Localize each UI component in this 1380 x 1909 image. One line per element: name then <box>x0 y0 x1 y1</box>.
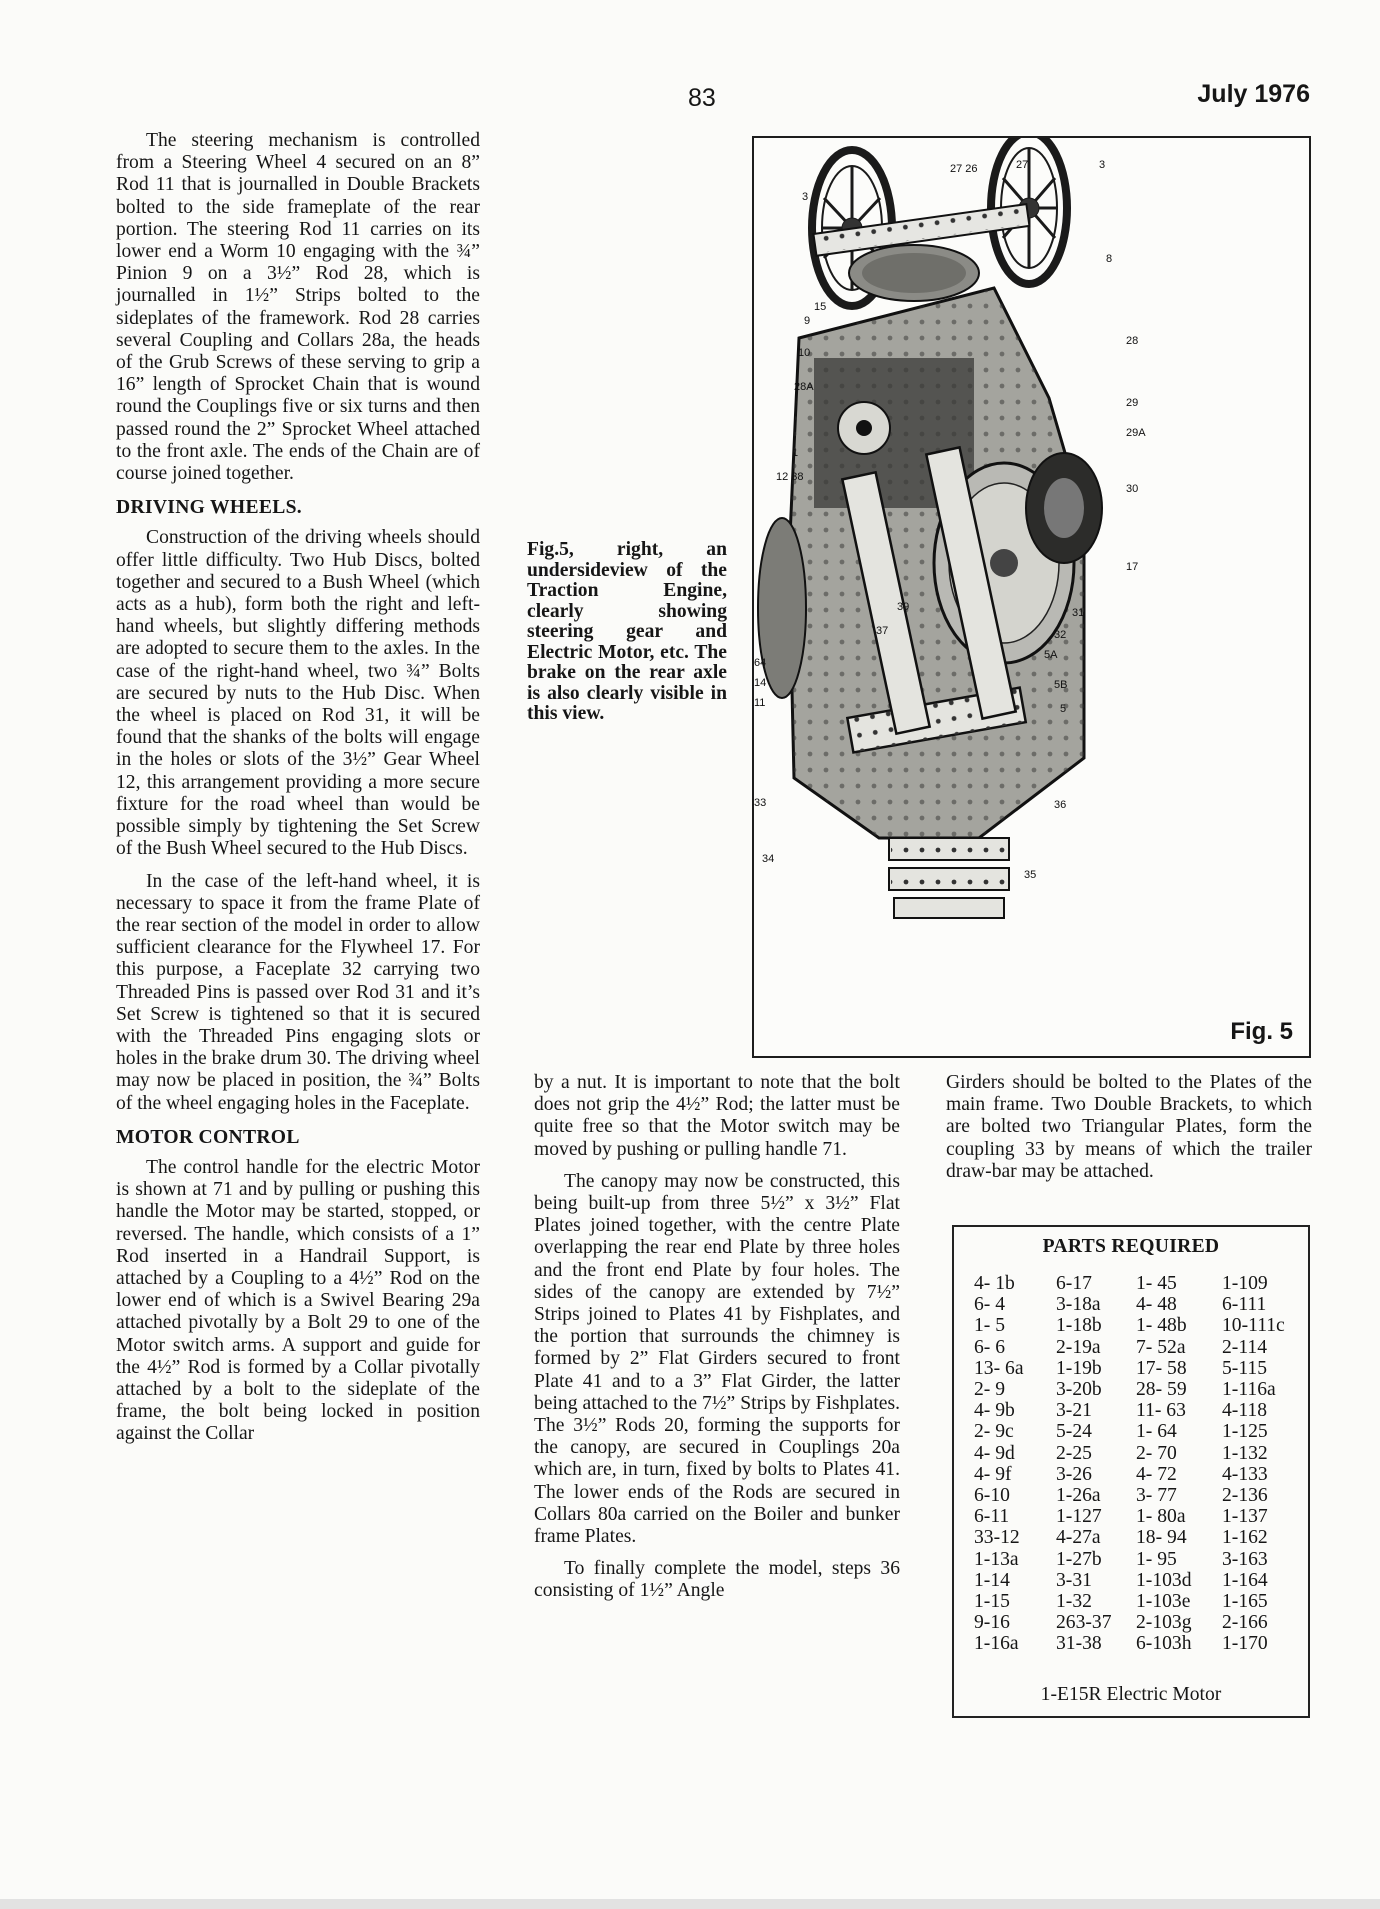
parts-cell: 1-162 <box>1222 1527 1268 1549</box>
parts-cell: 3-18a <box>1056 1294 1101 1316</box>
parts-cell: 1-165 <box>1222 1591 1268 1613</box>
parts-cell: 3-21 <box>1056 1400 1092 1422</box>
parts-cell: 1- 45 <box>1136 1273 1177 1294</box>
parts-cell: 1-16a <box>974 1633 1019 1655</box>
parts-cell: 2- 9c <box>974 1421 1014 1443</box>
callout-label: 8 <box>1106 253 1113 265</box>
parts-cell: 1-32 <box>1056 1591 1092 1613</box>
parts-cell: 17- 58 <box>1136 1357 1187 1379</box>
paragraph: by a nut. It is important to note that the bolt does not grip the 4½” Rod; the latter must be quite free so that the Motor switch may be moved by pushing or pulling handle 71. <box>534 1072 900 1160</box>
parts-cell: 1- 5 <box>974 1315 1006 1337</box>
parts-cell: 4- 9d <box>974 1442 1015 1464</box>
parts-cell: 9-16 <box>974 1612 1010 1634</box>
paragraph: Construction of the driving wheels should offer little difficulty. Two Hub Discs, bolted together and secured to a Bush Wheel (which acts as a hub), form both the right and left-hand wheels, but slightly differing methods are adopted to secure them to the axles. In the case of the right-hand wheel, two ¾” Bolts are secured by nuts to the Hub Disc. When the wheel is placed on Rod 31, it will be found that the shanks of the bolts will engage in the holes or slots of the 3½” Gear Wheel 12, this arrangement providing a more secure fixture for the road wheel than would be possible simply by tightening the Set Screw of the Bush Wheel secured to the Hub Discs. <box>116 527 480 860</box>
paragraph: The control handle for the electric Motor is shown at 71 and by pulling or pushing this handle the Motor may be started, stopped, or reversed. The handle, which consists of a 1” Rod inserted in a Handrail Support, is attached by a Coupling to a 4½” Rod on the lower end of which is a Swivel Bearing 29a attached pivotally by a Bolt 29 to one of the Motor switch arms. A support and guide for the 4½” Rod is formed by a Collar pivotally attached by a bolt to the sideplate of the frame, the bolt being locked in position against the Collar <box>116 1156 480 1445</box>
callout-label: 14 <box>754 677 767 689</box>
parts-cell: 6-111 <box>1222 1294 1267 1316</box>
callout-label: 5 <box>1060 703 1067 715</box>
parts-cell: 2-103g <box>1136 1612 1192 1634</box>
parts-cell: 1- 48b <box>1136 1315 1187 1337</box>
parts-cell: 1-132 <box>1222 1442 1268 1464</box>
parts-cell: 5-115 <box>1222 1357 1267 1379</box>
parts-cell: 6-17 <box>1056 1273 1092 1294</box>
paragraph: The canopy may now be constructed, this being built-up from three 5½” x 3½” Flat Plates joined together, with the centre Plate overlapping the rear end Plate by three holes and the front end Plate by four holes. The sides of the canopy are extended by 7½” Strips joined to Plates 41 by Fishplates, and the portion that surrounds the chimney is formed by 2” Flat Girders secured to front Plate 41 and to a 3” Flat Girder, the latter being attached to the 7½” Strips by Fishplates. The 3½” Rods 20, forming the supports for the canopy, are secured in Couplings 20a which are, in turn, fixed by bolts to Plates 41. The lower ends of the Rods are secured in Collars 80a carried on the Boiler and bunker frame Plates. <box>534 1170 900 1548</box>
callout-label: 12 38 <box>776 471 804 483</box>
parts-cell: 1-26a <box>1056 1485 1101 1507</box>
page-bottom-edge <box>0 1899 1380 1909</box>
parts-cell: 6- 4 <box>974 1294 1006 1316</box>
parts-cell: 4-133 <box>1222 1463 1268 1485</box>
parts-cell: 1-137 <box>1222 1506 1268 1528</box>
page-number: 83 <box>688 84 716 112</box>
issue-date: July 1976 <box>1197 80 1310 108</box>
parts-cell: 1-164 <box>1222 1569 1268 1591</box>
callout-label: 9 <box>804 315 811 327</box>
parts-cell: 1- 95 <box>1136 1548 1177 1570</box>
parts-cell: 1-13a <box>974 1548 1019 1570</box>
parts-cell: 1-19b <box>1056 1357 1102 1379</box>
parts-cell: 1-109 <box>1222 1273 1268 1294</box>
parts-required-table <box>952 1225 1310 1718</box>
parts-cell: 4- 9b <box>974 1400 1015 1422</box>
parts-cell: 28- 59 <box>1136 1379 1187 1401</box>
parts-cell: 1-15 <box>974 1591 1010 1613</box>
parts-cell: 4- 48 <box>1136 1294 1177 1316</box>
callout-label: 31 <box>1072 607 1085 619</box>
parts-cell: 2- 70 <box>1136 1442 1177 1464</box>
parts-cell: 2-25 <box>1056 1442 1092 1464</box>
figure-5-illustration <box>752 136 1311 1058</box>
parts-cell: 1- 80a <box>1136 1506 1186 1528</box>
parts-cell: 4-118 <box>1222 1400 1267 1422</box>
callout-label: 15 <box>814 301 827 313</box>
parts-cell: 7- 52a <box>1136 1336 1186 1358</box>
callout-label: 37 <box>876 625 889 637</box>
parts-table-footer: 1-E15R Electric Motor <box>1040 1684 1222 1705</box>
parts-cell: 11- 63 <box>1136 1400 1186 1422</box>
section-heading-driving-wheels: DRIVING WHEELS. <box>116 497 302 519</box>
callout-label: 11 <box>754 697 766 709</box>
parts-cell: 3-31 <box>1056 1569 1092 1591</box>
parts-cell: 10-111c <box>1222 1315 1285 1337</box>
callout-label: 5A <box>1044 649 1058 661</box>
parts-cell: 18- 94 <box>1136 1527 1187 1549</box>
callout-label: 5B <box>1054 679 1068 691</box>
callout-label: 30 <box>1126 483 1139 495</box>
paragraph: In the case of the left-hand wheel, it is necessary to space it from the frame Plate of the rear section of the model in order to allow sufficient clearance for the Flywheel 17. For this purpose, a Faceplate 32 carrying two Threaded Pins is passed over Rod 31 and it’s Set Screw is tightened so that it is secured with the Threaded Pins engaging slots or holes in the brake drum 30. The driving wheel may now be placed in position, the ¾” Bolts of the wheel engaging holes in the Faceplate. <box>116 870 480 1114</box>
callout-label: 1 <box>792 447 799 459</box>
traction-engine-underside-drawing <box>754 138 1309 1056</box>
parts-cell: 1-103d <box>1136 1569 1192 1591</box>
parts-cell: 6-103h <box>1136 1633 1192 1655</box>
parts-cell: 4- 9f <box>974 1463 1012 1485</box>
parts-cell: 4- 72 <box>1136 1463 1177 1485</box>
parts-cell: 1-170 <box>1222 1633 1268 1655</box>
parts-cell: 4-27a <box>1056 1527 1101 1549</box>
callout-label: 36 <box>1054 799 1067 811</box>
parts-cell: 1-27b <box>1056 1548 1102 1570</box>
parts-cell: 1- 64 <box>1136 1421 1177 1443</box>
callout-label: 27 26 <box>950 163 978 175</box>
parts-cell: 6- 6 <box>974 1336 1006 1358</box>
callout-label: 10 <box>798 347 811 359</box>
parts-cell: 1-125 <box>1222 1421 1268 1443</box>
parts-cell: 1-116a <box>1222 1379 1276 1401</box>
callout-label: 33 <box>754 797 767 809</box>
paragraph: To finally complete the model, steps 36 consisting of 1½” Angle <box>534 1558 900 1602</box>
parts-cell: 1-103e <box>1136 1591 1191 1613</box>
parts-grid <box>974 1273 1298 1655</box>
parts-cell: 2-166 <box>1222 1612 1268 1634</box>
parts-cell: 3-20b <box>1056 1379 1102 1401</box>
callout-label: 29 <box>1126 397 1139 409</box>
parts-cell: 3-163 <box>1222 1548 1268 1570</box>
figure-caption: Fig.5, right, an undersideview of the Traction Engine, clearly showing steering gear and Electric Motor, etc. The brake on the rear axle is also clearly visible in this view. <box>527 539 727 724</box>
parts-cell: 2- 9 <box>974 1379 1006 1401</box>
callout-label: 3 <box>1099 159 1106 171</box>
callout-label: 35 <box>1024 869 1037 881</box>
article-column-3 <box>946 1072 1312 1193</box>
paragraph: Girders should be bolted to the Plates of the main frame. Two Double Brackets, to which are bolted two Triangular Plates, form the coupling 33 by means of which the trailer draw-bar may be attached. <box>946 1072 1312 1182</box>
parts-cell: 1-14 <box>974 1569 1010 1591</box>
article-column-2 <box>534 1072 900 1613</box>
parts-cell: 13- 6a <box>974 1357 1024 1379</box>
parts-cell: 2-19a <box>1056 1336 1101 1358</box>
parts-cell: 33-12 <box>974 1527 1020 1549</box>
callout-label: 32 <box>1054 629 1067 641</box>
parts-cell: 263-37 <box>1056 1612 1112 1634</box>
parts-cell: 2-114 <box>1222 1336 1267 1358</box>
parts-cell: 4- 1b <box>974 1273 1015 1294</box>
callout-label: 3 <box>802 191 809 203</box>
parts-table-title: PARTS REQUIRED <box>1042 1236 1220 1257</box>
paragraph: The steering mechanism is controlled from a Steering Wheel 4 secured on an 8” Rod 11 that is journalled in Double Brackets bolted to the side frameplate of the rear portion. The steering Rod 11 carries on its lower end a Worm 10 engaging with the ¾” Pinion 9 on a 3½” Rod 28, which is journalled in 1½” Strips bolted to the sideplates of the framework. Rod 28 carries several Coupling and Collars 28a, the heads of the Grub Screws of these serving to grip a 16” length of Sprocket Chain that is wound round the Couplings five or six turns and then passed round the 2” Sprocket Wheel attached to the front axle. The ends of the Chain are of course joined together. <box>116 130 480 485</box>
parts-cell: 2-136 <box>1222 1485 1268 1507</box>
parts-cell: 31-38 <box>1056 1633 1102 1655</box>
parts-cell: 6-11 <box>974 1506 1010 1528</box>
figure-label: Fig. 5 <box>1230 1018 1293 1045</box>
article-column-1 <box>116 130 480 1456</box>
parts-cell: 3-26 <box>1056 1463 1092 1485</box>
parts-cell: 1-18b <box>1056 1315 1102 1337</box>
callout-label: 27 <box>1016 159 1029 171</box>
callout-label: 34 <box>762 853 775 865</box>
callout-label: 28 <box>1126 335 1139 347</box>
callout-label: 64 <box>754 657 767 669</box>
callout-label: 28A <box>794 381 814 393</box>
parts-cell: 3- 77 <box>1136 1485 1177 1507</box>
section-heading-motor-control: MOTOR CONTROL <box>116 1126 300 1148</box>
parts-cell: 6-10 <box>974 1485 1010 1507</box>
parts-cell: 5-24 <box>1056 1421 1092 1443</box>
callout-label: 17 <box>1126 561 1139 573</box>
callout-label: 29A <box>1126 427 1146 439</box>
parts-cell: 1-127 <box>1056 1506 1102 1528</box>
callout-label: 39 <box>897 601 910 613</box>
